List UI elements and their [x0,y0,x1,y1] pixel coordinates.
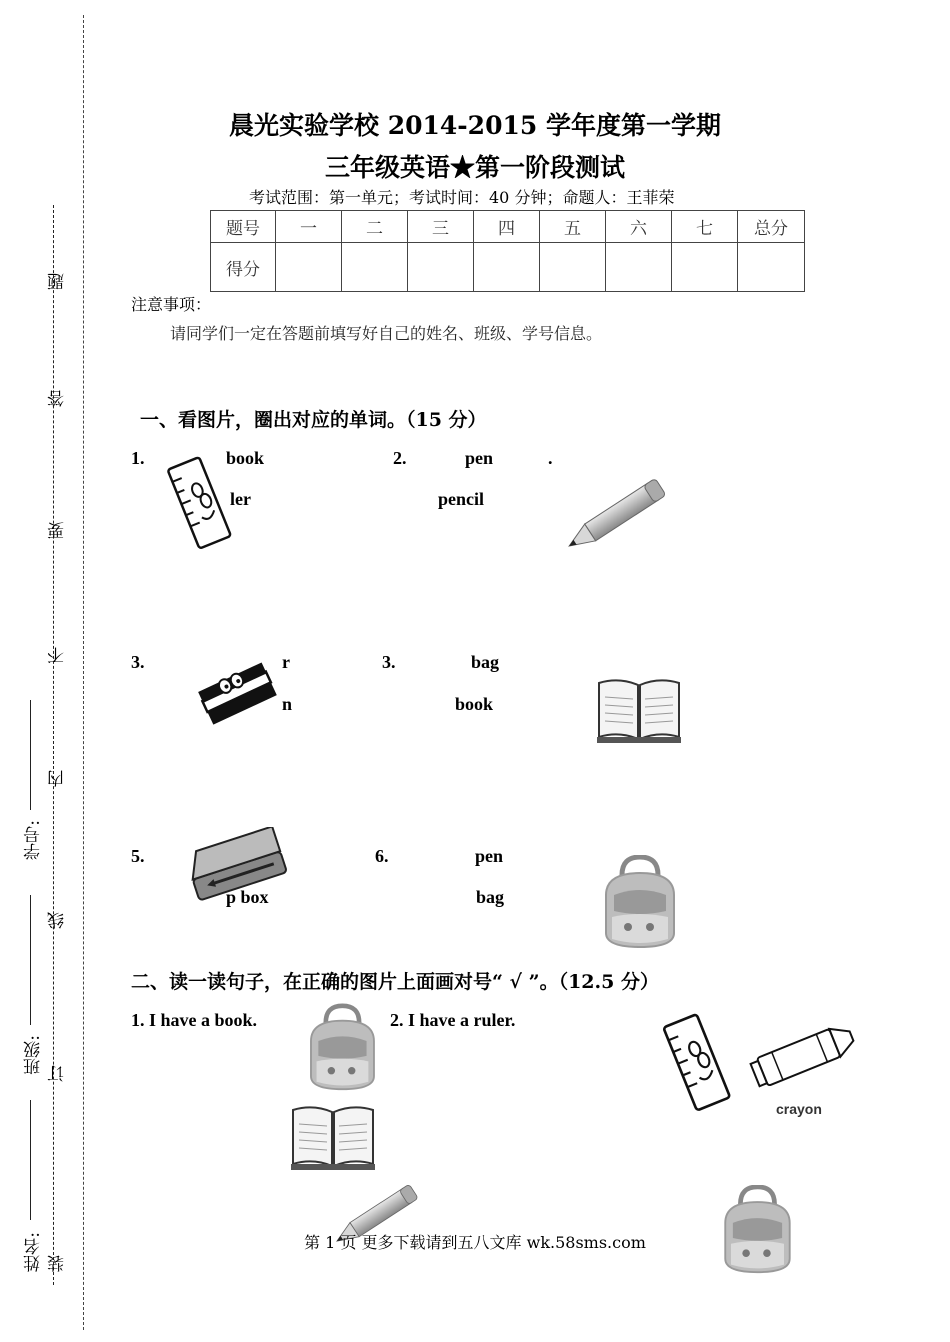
item1-word2[interactable]: ler [230,489,251,509]
score-table-header-row [211,211,805,243]
pencil-icon [555,475,680,555]
page-footer: 第 1 页 更多下载请到五八文库 wk.58sms.com [304,1233,646,1252]
item6-word1[interactable]: pen [475,846,504,866]
item3-word2[interactable]: n [282,694,293,714]
seal-char-1: 题 [48,273,68,290]
exam-title: 三年级英语★第一阶段测试 [324,153,625,182]
item6-number: 6. [375,846,389,866]
score-table [210,210,805,292]
score-cell[interactable] [342,243,408,292]
class-label: 班级: [24,1035,44,1075]
section2-q2: 2. I have a ruler. [390,1010,516,1030]
col-6: 六 [606,211,672,243]
bag-icon [592,855,687,950]
seal-char-4: 不 [48,647,68,664]
item1-number: 1. [131,448,145,468]
item5-number: 5. [131,846,145,866]
item3-word1[interactable]: r [282,652,290,672]
q1-book-option[interactable] [287,1102,379,1172]
q1-bag-option[interactable] [298,1002,386,1094]
col-1: 一 [276,211,342,243]
col-5: 五 [540,211,606,243]
item2-number: 2. [393,448,407,468]
crayon-label: crayon [776,1101,822,1117]
score-cell[interactable] [276,243,342,292]
cut-line [83,15,84,1330]
score-cell[interactable] [408,243,474,292]
item3-number: 3. [131,652,145,672]
q2-ruler-option[interactable] [655,1012,740,1112]
col-3: 三 [408,211,474,243]
seal-char-8: 装 [48,1255,68,1272]
item5-word2[interactable]: p box [226,887,269,907]
score-table-score-row [211,243,805,292]
book-icon [595,675,683,745]
name-line[interactable] [30,1100,31,1220]
row-label-score: 得分 [211,243,276,292]
score-cell[interactable] [474,243,540,292]
seal-dash-line [53,205,54,1285]
score-cell[interactable] [738,243,805,292]
school-title: 晨光实验学校 2014-2015 学年度第一学期 [229,111,721,140]
item6-word2[interactable]: bag [476,887,505,907]
student-id-line[interactable] [30,700,31,810]
item1-word1[interactable]: book [226,448,265,468]
student-id-label: 学号: [24,820,44,860]
section2-heading: 二、读一读句子，在正确的图片上面画对号“ √ ”。（12.5 分） [131,971,659,993]
item2-word1[interactable]: pen [465,448,494,468]
col-total: 总分 [738,211,805,243]
item4-number: 3. [382,652,396,672]
item2-word2[interactable]: pencil [438,489,485,509]
seal-char-6: 线 [48,912,68,929]
seal-char-3: 要 [48,522,68,539]
col-2: 二 [342,211,408,243]
section1-heading: 一、看图片，圈出对应的单词。（15 分） [140,409,487,431]
item4-word2[interactable]: book [455,694,494,714]
ruler-icon [160,455,240,550]
score-cell[interactable] [672,243,738,292]
notice-text: 请同学们一定在答题前填写好自己的姓名、班级、学号信息。 [170,324,603,343]
q2-crayon-option[interactable] [745,1015,860,1095]
notice-heading: 注意事项： [131,295,212,314]
seal-char-2: 答 [48,390,68,407]
col-4: 四 [474,211,540,243]
section2-q1: 1. I have a book. [131,1010,258,1030]
item4-word1[interactable]: bag [471,652,500,672]
score-cell[interactable] [540,243,606,292]
eraser-icon [190,657,293,742]
name-label: 姓名: [24,1232,44,1272]
class-line[interactable] [30,895,31,1025]
item2-dot: . [548,448,553,468]
col-7: 七 [672,211,738,243]
exam-meta: 考试范围：第一单元；考试时间：40 分钟；命题人：王菲荣 [249,188,675,207]
score-cell[interactable] [606,243,672,292]
seal-char-7: 订 [48,1065,68,1082]
seal-char-5: 内 [48,770,68,787]
row-label-number: 题号 [211,211,276,243]
